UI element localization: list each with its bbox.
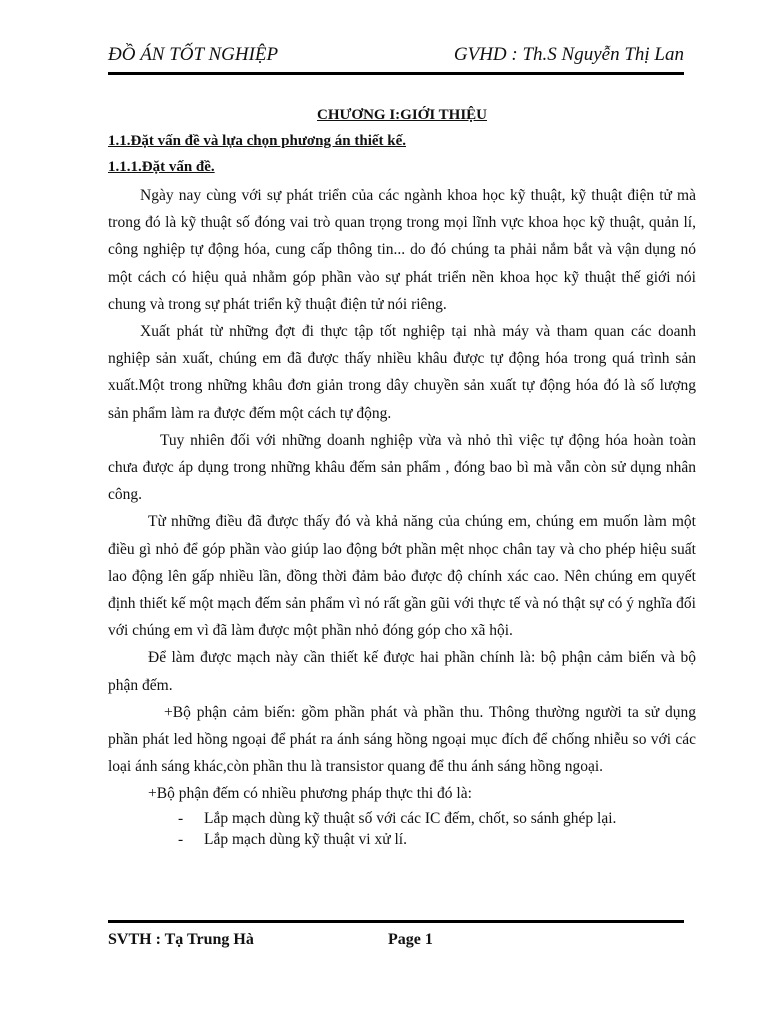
chapter-title: CHƯƠNG I:GIỚI THIỆU <box>316 107 488 123</box>
paragraph-sensor: +Bộ phận cảm biến: gồm phần phát và phần thu. Thông thường người ta sử dụng phần phát led hồng ngoại để phát ra ánh sáng hồng ngoại mục đích để chống nhiễu so với các loại ánh sáng khác,còn phần thu là transistor quang để thu ánh sáng hồng ngoại. <box>108 703 696 776</box>
paragraph-sme: Tuy nhiên đối với những doanh nghiệp vừa và nhỏ thì việc tự động hóa hoàn toàn chưa được áp dụng trong những khâu đếm sản phẩm , đóng bao bì mà vẫn còn sử dụng nhân công. <box>108 431 696 504</box>
paragraph-motivation: Từ những điều đã được thấy đó và khả năng của chúng em, chúng em muốn làm một điều gì nhỏ để góp phần vào giúp lao động bớt phần mệt nhọc chân tay và cho phép hiệu suất lao động lên gấp nhiều lần, đồng thời đảm bảo được độ chính xác cao. Nên chúng em quyết định thiết kế một mạch đếm sản phẩm vì nó rất gần gũi với thực tế và nó thật sự có ý nghĩa đối với chúng em vì đã làm được một phần nhỏ đóng góp cho xã hội. <box>108 513 696 640</box>
footer-page-number: Page 1 <box>388 931 433 948</box>
paragraph-counter: +Bộ phận đếm có nhiều phương pháp thực thi đó là: <box>148 785 472 803</box>
list-item <box>108 829 696 850</box>
method-list <box>108 808 696 850</box>
list-item-text: Lắp mạch dùng kỹ thuật số với các IC đếm, chốt, so sánh ghép lại. <box>204 809 617 827</box>
list-dash-marker: - <box>178 830 184 848</box>
section-heading-1-1: 1.1.Đặt vấn đề và lựa chọn phương án thiết kế. <box>108 133 407 149</box>
list-item-text: Lắp mạch dùng kỹ thuật vi xử lí. <box>204 830 407 848</box>
header-project-title: ĐỒ ÁN TỐT NGHIỆP <box>108 44 279 65</box>
paragraph-internship: Xuất phát từ những đợt đi thực tập tốt nghiệp tại nhà máy và tham quan các doanh nghiệp sản xuất, chúng em đã được thấy nhiều khâu được tự động hóa trong quá trình sản xuất.Một trong những khâu đơn giản trong dây chuyền sản xuất tự động hóa đó là số lượng sản phẩm làm ra được đếm một cách tự động. <box>108 323 696 422</box>
page-footer <box>108 920 684 953</box>
header-supervisor: GVHD : Th.S Nguyễn Thị Lan <box>453 44 684 65</box>
list-item <box>108 808 696 829</box>
page-header <box>108 42 684 75</box>
section-heading-1-1-1: 1.1.1.Đặt vấn đề. <box>108 159 215 175</box>
page-content <box>108 104 696 850</box>
list-dash-marker: - <box>178 809 184 827</box>
paragraph-intro: Ngày nay cùng với sự phát triển của các ngành khoa học kỹ thuật, kỹ thuật điện tử mà trong đó là kỹ thuật số đóng vai trò quan trọng trong mọi lĩnh vực khoa học kỹ thuật, quản lí, công nghiệp tự động hóa, cung cấp thông tin... do đó chúng ta phải nắm bắt và vận dụng nó một cách có hiệu quả nhằm góp phần vào sự phát triển nền khoa học kỹ thuật thế giới nói chung và trong sự phát triển kỹ thuật điện tử nói riêng. <box>108 187 696 313</box>
footer-student: SVTH : Tạ Trung Hà <box>108 931 254 948</box>
paragraph-components: Để làm được mạch này cần thiết kế được hai phần chính là: bộ phận cảm biến và bộ phận đếm. <box>108 649 696 694</box>
